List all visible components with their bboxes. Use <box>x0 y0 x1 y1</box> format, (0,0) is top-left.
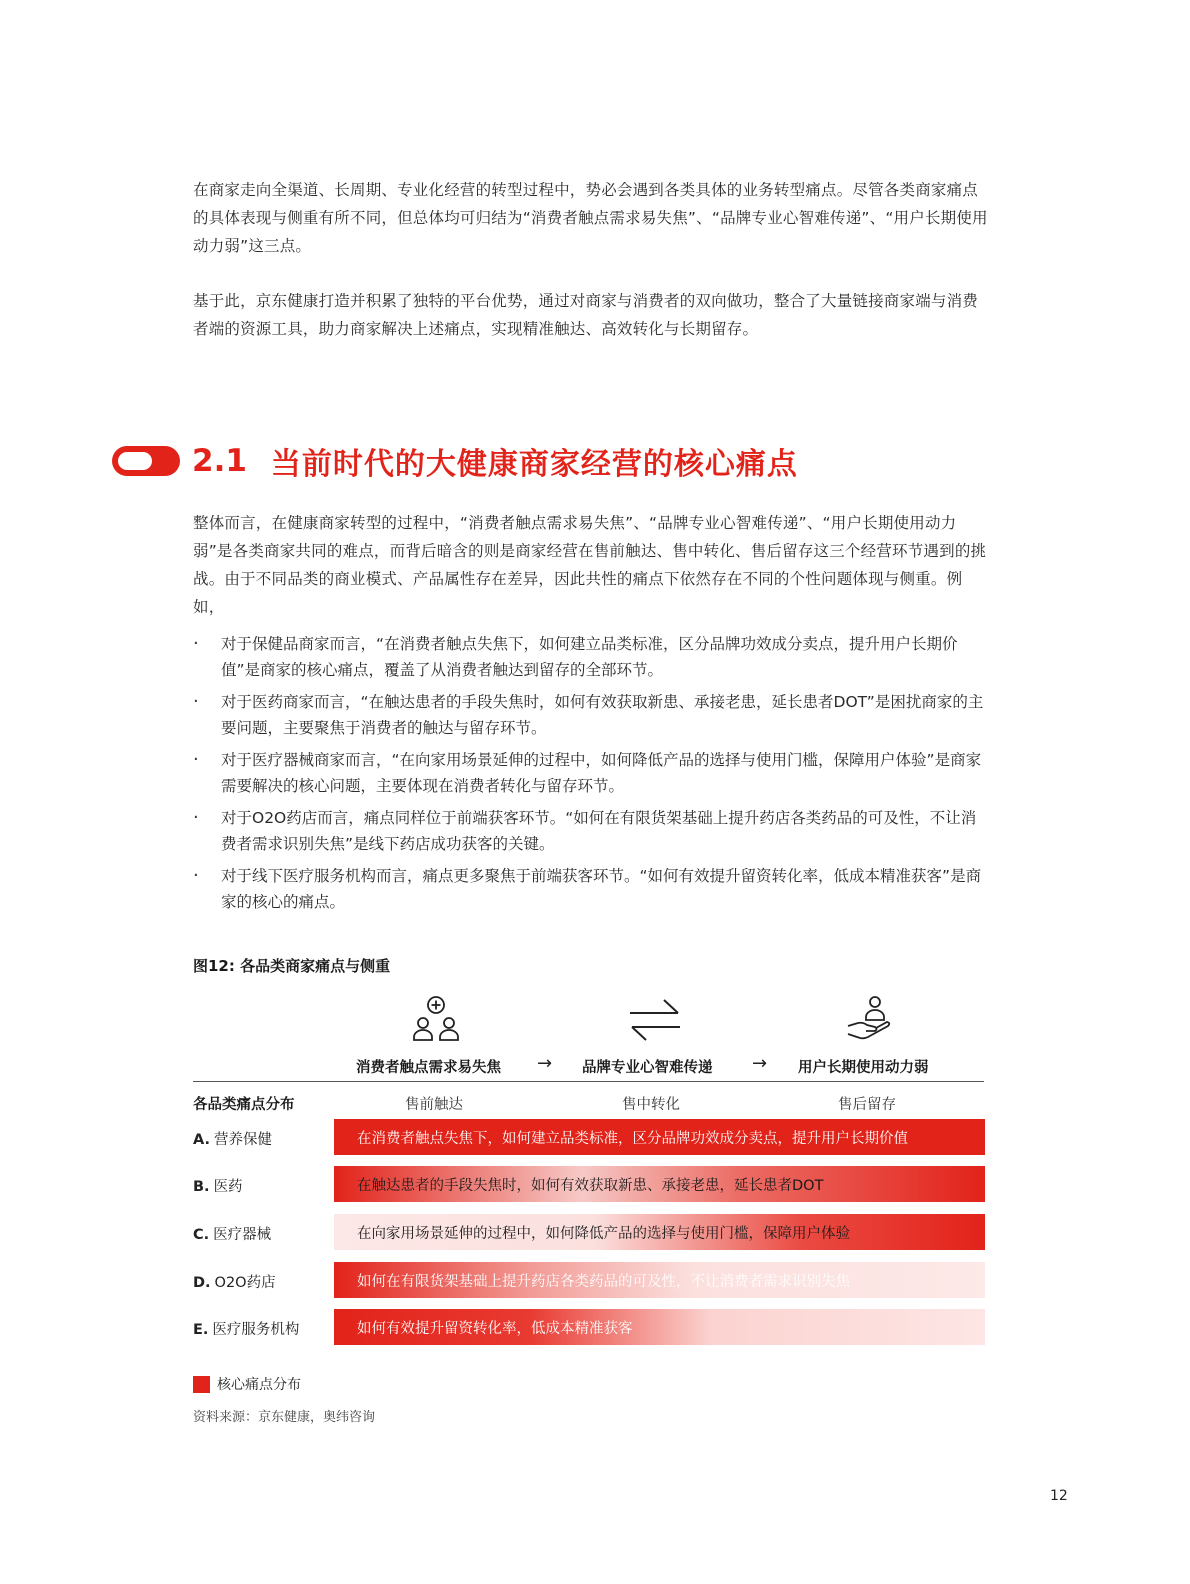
intro-paragraph-1: 在商家走向全渠道、长周期、专业化经营的转型过程中，势必会遇到各类具体的业务转型痛点。尽管各类商家痛点的具体表现与侧重有所不同，但总体均可归结为“消费者触点需求易失焦”、“品牌专业心智难传递”、“用户长期使用动力弱”这三点。 <box>193 181 988 255</box>
pain-point-bar: 在向家用场景延伸的过程中，如何降低产品的选择与使用门槛，保障用户体验 <box>334 1214 985 1250</box>
legend-swatch <box>193 1376 210 1393</box>
stage-label: 消费者触点需求易失焦 <box>356 1060 501 1076</box>
pain-point-bar: 如何有效提升留资转化率，低成本精准获客 <box>334 1309 985 1345</box>
stage-label: 用户长期使用动力弱 <box>798 1060 929 1076</box>
source-note: 资料来源：京东健康，奥纬咨询 <box>193 1410 376 1425</box>
legend-label: 核心痛点分布 <box>217 1377 301 1393</box>
list-item: · 对于医疗器械商家而言，“在向家用场景延伸的过程中，如何降低产品的选择与使用门槛，保障用户体验”是商家需要解决的核心问题，主要体现在消费者转化与留存环节。 <box>193 747 989 799</box>
column-header: 售后留存 <box>838 1097 896 1113</box>
category-label: C. 医疗器械 <box>193 1227 272 1243</box>
list-item: · 对于O2O药店而言，痛点同样位于前端获客环节。“如何在有限货架基础上提升药店各类药品的可及性，不让消费者需求识别失焦”是线下药店成功获客的关键。 <box>193 805 989 857</box>
intro-paragraph-2: 基于此，京东健康打造并积累了独特的平台优势，通过对商家与消费者的双向做功，整合了大量链接商家端与消费者端的资源工具，助力商家解决上述痛点，实现精准触达、高效转化与长期留存。 <box>193 292 979 338</box>
category-label: E. 医疗服务机构 <box>193 1322 300 1338</box>
hand-person-icon <box>845 994 897 1046</box>
column-header: 售前触达 <box>405 1097 463 1113</box>
arrow-right-icon: → <box>752 1053 768 1074</box>
row-header: 各品类痛点分布 <box>193 1097 295 1113</box>
divider <box>193 1081 984 1082</box>
exchange-arrows-icon <box>628 997 682 1045</box>
consumers-plus-icon <box>410 994 462 1046</box>
list-item: · 对于医药商家而言，“在触达患者的手段失焦时，如何有效获取新患、承接老患，延长患者DOT”是困扰商家的主要问题，主要聚焦于消费者的触达与留存环节。 <box>193 689 989 741</box>
pain-point-list <box>193 631 989 921</box>
list-item: · 对于线下医疗服务机构而言，痛点更多聚焦于前端获客环节。“如何有效提升留资转化率，低成本精准获客”是商家的核心的痛点。 <box>193 863 989 915</box>
page-number: 12 <box>1050 1488 1068 1504</box>
section-title: 当前时代的大健康商家经营的核心痛点 <box>270 447 798 482</box>
column-header: 售中转化 <box>622 1097 680 1113</box>
section-heading <box>112 438 798 484</box>
category-label: A. 营养保健 <box>193 1132 272 1148</box>
pain-point-bar: 在触达患者的手段失焦时，如何有效获取新患、承接老患，延长患者DOT <box>334 1166 985 1202</box>
section-number: 2.1 <box>192 443 247 479</box>
pain-point-bar: 如何在有限货架基础上提升药店各类药品的可及性，不让消费者需求识别失焦 <box>334 1262 985 1298</box>
category-label: D. O2O药店 <box>193 1275 276 1291</box>
pain-point-bar: 在消费者触点失焦下，如何建立品类标准，区分品牌功效成分卖点，提升用户长期价值 <box>334 1119 985 1155</box>
category-label: B. 医药 <box>193 1179 243 1195</box>
section-paragraph: 整体而言，在健康商家转型的过程中，“消费者触点需求易失焦”、“品牌专业心智难传递”、“用户长期使用动力弱”是各类商家共同的难点，而背后暗含的则是商家经营在售前触达、售中转化、售后留存这三个经营环节遇到的挑战。由于不同品类的商业模式、产品属性存在差异，因此共性的痛点下依然存在不同的个性问题体现与侧重。例如， <box>193 514 987 616</box>
figure-title: 图12: 各品类商家痛点与侧重 <box>193 957 391 975</box>
pill-icon <box>112 446 180 476</box>
legend <box>193 1374 301 1394</box>
arrow-right-icon: → <box>537 1053 553 1074</box>
list-item: · 对于保健品商家而言，“在消费者触点失焦下，如何建立品类标准，区分品牌功效成分卖点，提升用户长期价值”是商家的核心痛点，覆盖了从消费者触达到留存的全部环节。 <box>193 631 989 683</box>
stage-label: 品牌专业心智难传递 <box>582 1060 713 1076</box>
